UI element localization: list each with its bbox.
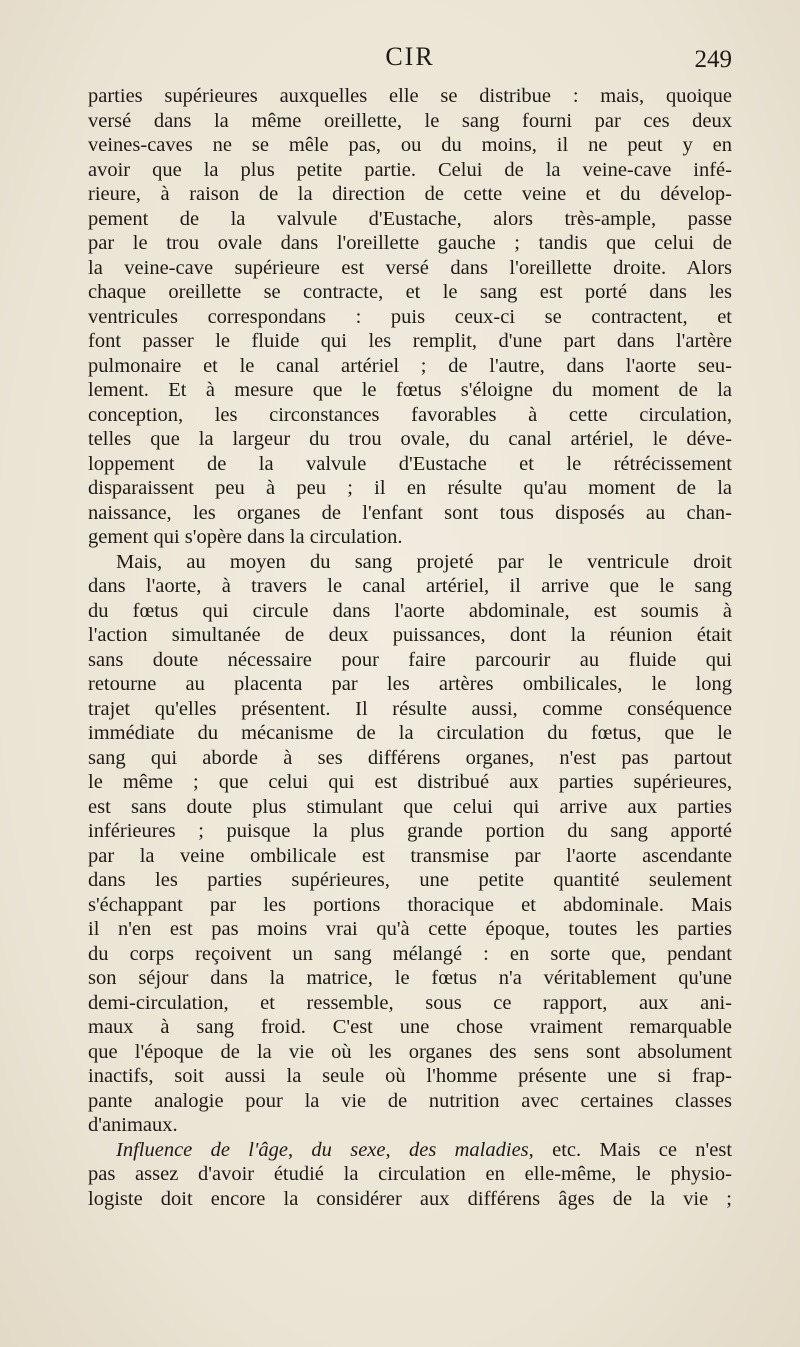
- text-line: versé dans la même oreillette, le sang fourni par ces deux: [88, 109, 732, 132]
- italic-heading-sex: du sexe: [311, 1138, 386, 1161]
- text-line: loppement de la valvule d'Eustache et le rétrécissement: [88, 452, 732, 475]
- text-line: du corps reçoivent un sang mélangé : en sorte que, pendant: [88, 942, 732, 965]
- text-line: avoir que la plus petite partie. Celui de la veine-cave infé-: [88, 158, 732, 181]
- text-line: retourne au placenta par les artères ombilicales, le long: [88, 673, 732, 695]
- text-line: pement de la valvule d'Eustache, alors très-ample, passe: [88, 207, 732, 230]
- running-head: CIR: [385, 42, 435, 71]
- text-line: conception, les circonstances favorables à cette circulation,: [88, 403, 732, 426]
- text-line: sang qui aborde à ses différens organes, n'est pas partout: [88, 746, 732, 769]
- text-line: l'action simultanée de deux puissances, dont la réunion était: [88, 624, 732, 646]
- text-line: pas assez d'avoir étudié la circulation en elle-même, le physio-: [88, 1163, 732, 1185]
- text-line: la veine-cave supérieure est versé dans l'oreillette droite. Alors: [88, 256, 732, 279]
- text-line: pante analogie pour la vie de nutrition avec certaines classes: [88, 1089, 732, 1112]
- text-line: s'échappant par les portions thoracique et abdominale. Mais: [88, 893, 732, 916]
- separator: ,: [287, 1138, 312, 1161]
- text-line: chaque oreillette se contracte, et le sang est porté dans les: [88, 281, 732, 303]
- italic-heading-diseases: des maladies: [408, 1138, 529, 1161]
- text-line: telles que la largeur du trou ovale, du canal artériel, le déve-: [88, 428, 732, 450]
- text-line: est sans doute plus stimulant que celui qui arrive aux parties: [88, 795, 732, 818]
- paragraph-end-line: d'animaux.: [88, 1114, 178, 1136]
- paragraph-start-line: Mais, au moyen du sang projeté par le ventricule droit: [116, 550, 732, 573]
- text-line: pulmonaire et le canal artériel ; de l'autre, dans l'aorte seu-: [88, 354, 732, 377]
- text-line: parties supérieures auxquelles elle se distribue : mais, quoique: [88, 85, 732, 107]
- text-line: dans les parties supérieures, une petite quantité seulement: [88, 869, 732, 891]
- italic-heading-age: Influence de l'âge: [116, 1138, 288, 1161]
- text-line: rieure, à raison de la direction de cette veine et du dévelop-: [88, 183, 732, 205]
- text-line: immédiate du mécanisme de la circulation du fœtus, que le: [88, 722, 732, 744]
- text-line: dans l'aorte, à travers le canal artériel, il arrive que le sang: [88, 575, 732, 597]
- text-line: le même ; que celui qui est distribué aux parties supérieures,: [88, 771, 732, 793]
- text-line: du fœtus qui circule dans l'aorte abdominale, est soumis à: [88, 599, 732, 622]
- page-number: 249: [694, 46, 732, 73]
- text-line: inférieures ; puisque la plus grande portion du sang apporté: [88, 820, 732, 842]
- text-line: sans doute nécessaire pour faire parcourir au fluide qui: [88, 648, 732, 671]
- text-line: lement. Et à mesure que le fœtus s'éloigne du moment de la: [88, 379, 732, 401]
- text-line: font passer le fluide qui les remplit, d'une part dans l'artère: [88, 330, 732, 352]
- text-line: par le trou ovale dans l'oreillette gauche ; tandis que celui de: [88, 232, 732, 254]
- text-line: demi-circulation, et ressemble, sous ce rapport, aux ani-: [88, 991, 732, 1014]
- text-line: son séjour dans la matrice, le fœtus n'a véritablement qu'une: [88, 967, 732, 989]
- line-continuation: , etc. Mais ce n'est: [528, 1138, 732, 1161]
- text-line: maux à sang froid. C'est une chose vraiment remarquable: [88, 1016, 732, 1038]
- paragraph-end-line: gement qui s'opère dans la circulation.: [88, 526, 403, 548]
- text-line: trajet qu'elles présentent. Il résulte aussi, comme conséquence: [88, 697, 732, 720]
- separator: ,: [385, 1138, 409, 1161]
- page-header: [88, 42, 732, 82]
- text-line: il n'en est pas moins vrai qu'à cette époque, toutes les parties: [88, 918, 732, 940]
- text-line: inactifs, soit aussi la seule où l'homme présente une si frap-: [88, 1065, 732, 1087]
- body-text: [88, 84, 732, 1211]
- paragraph-start-line: [88, 1138, 732, 1163]
- text-line: ventricules correspondans : puis ceux-ci se contractent, et: [88, 305, 732, 328]
- text-line: que l'époque de la vie où les organes des sens sont absolument: [88, 1040, 732, 1063]
- text-line: par la veine ombilicale est transmise par l'aorte ascendante: [88, 844, 732, 867]
- text-line: logiste doit encore la considérer aux différens âges de la vie ;: [88, 1187, 732, 1210]
- text-line: disparaissent peu à peu ; il en résulte qu'au moment de la: [88, 477, 732, 499]
- text-line: veines-caves ne se mêle pas, ou du moins, il ne peut y en: [88, 134, 732, 156]
- text-line: naissance, les organes de l'enfant sont tous disposés au chan-: [88, 501, 732, 524]
